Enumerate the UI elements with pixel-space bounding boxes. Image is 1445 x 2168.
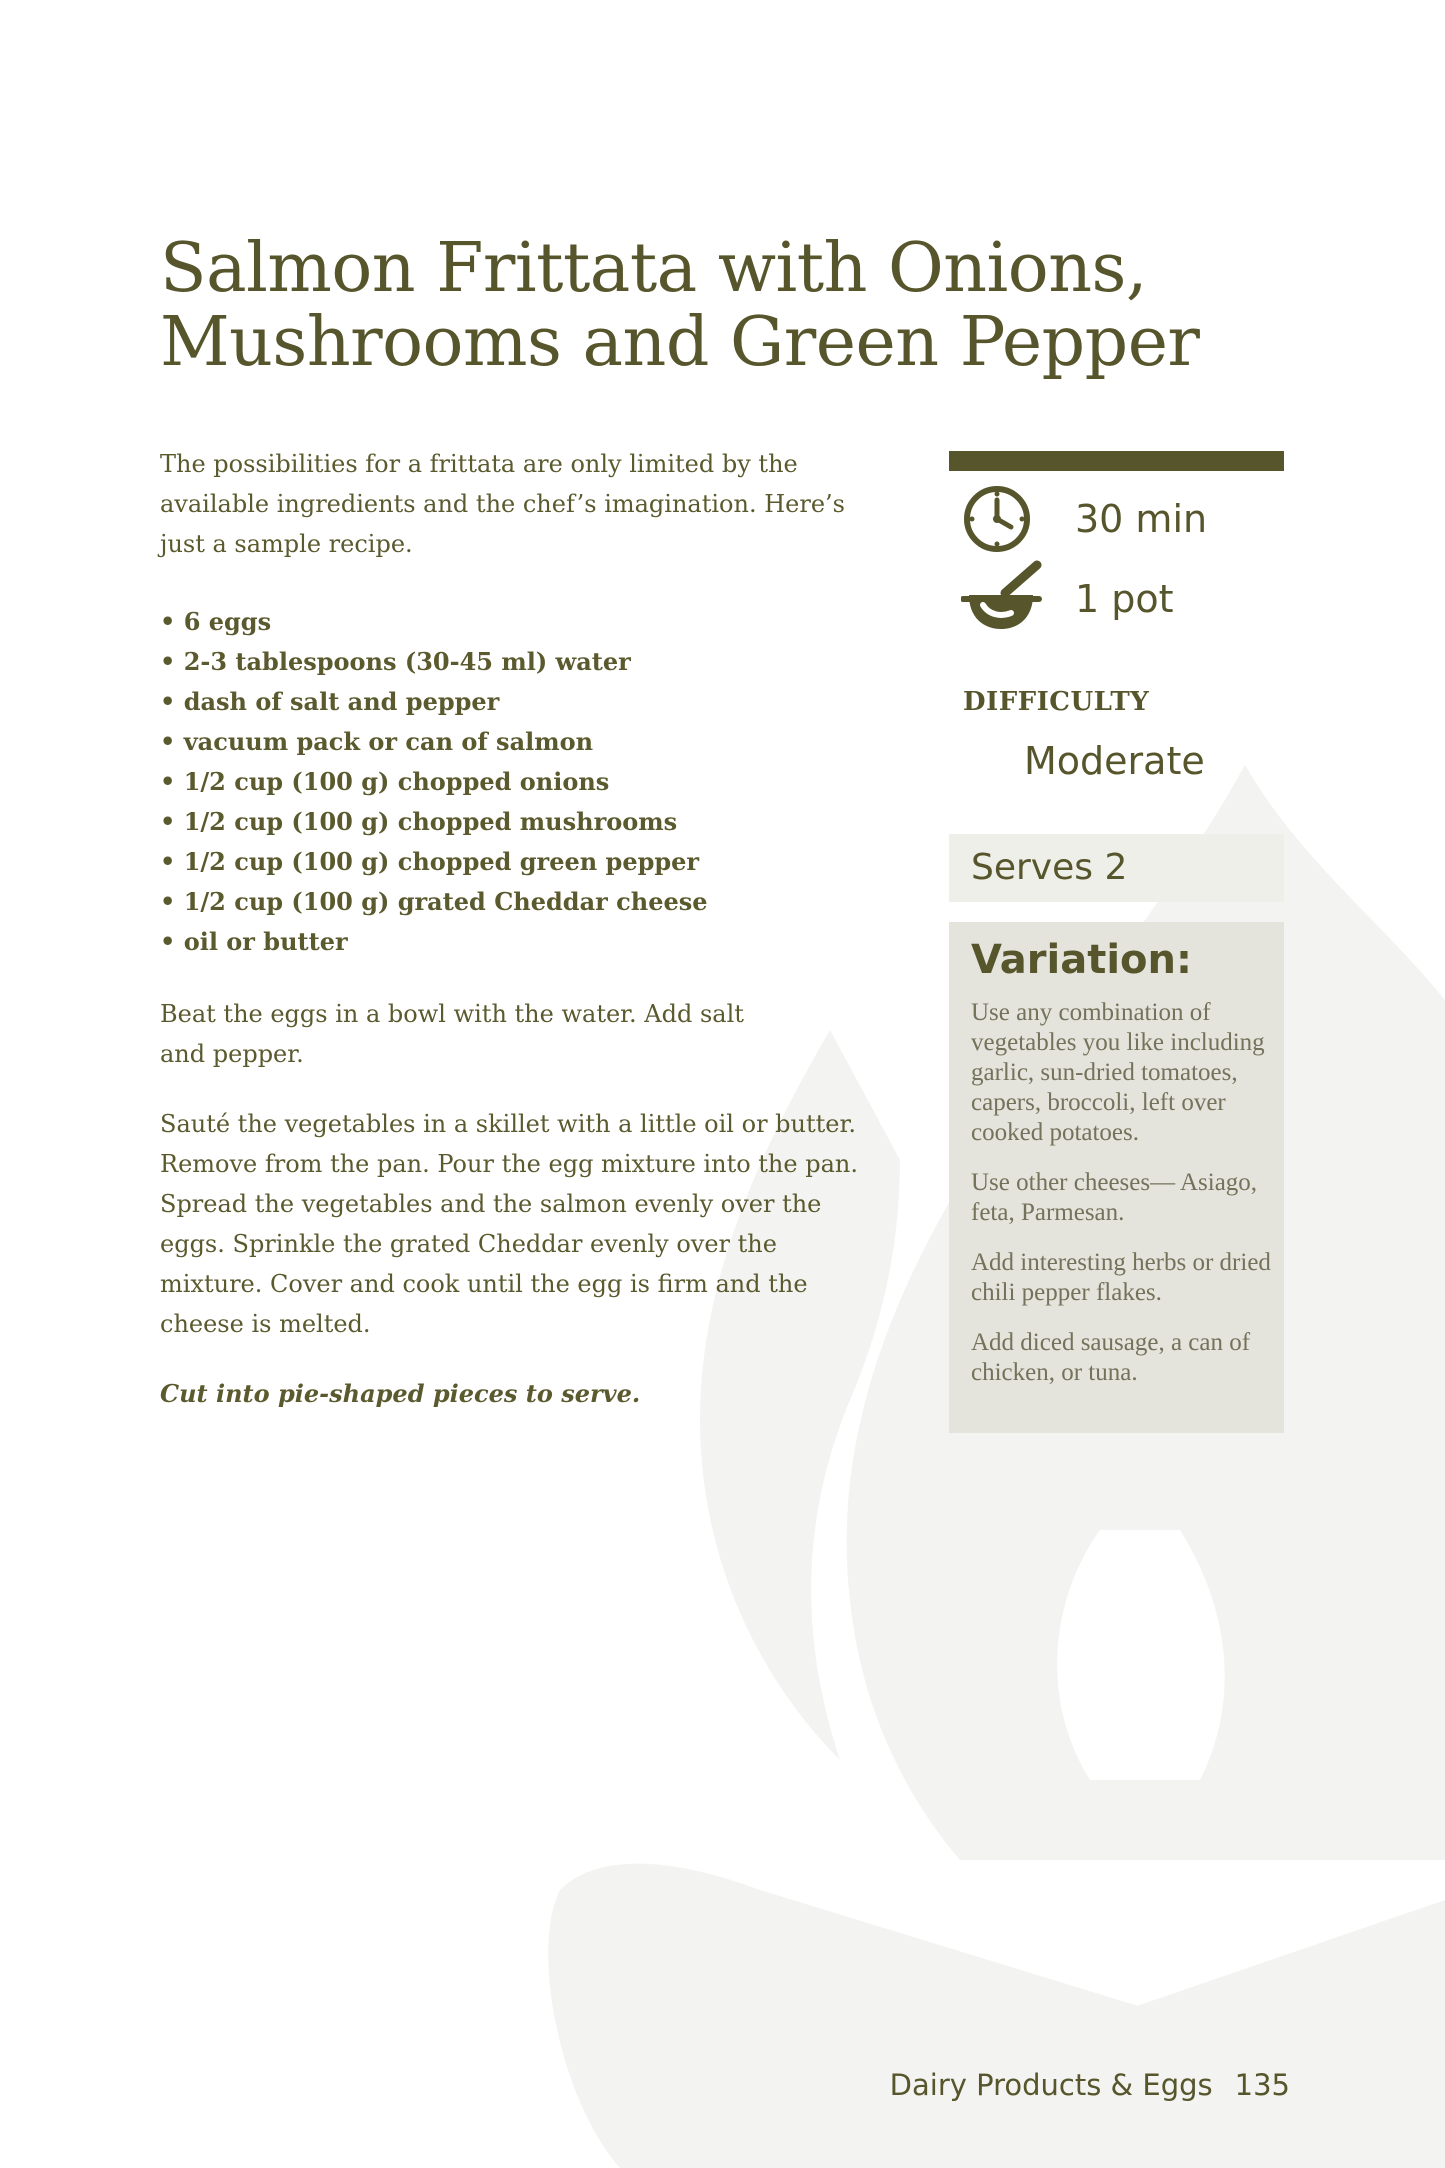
ingredient-item: • vacuum pack or can of salmon xyxy=(160,722,880,762)
variation-item: Add diced sausage, a can of chicken, or tuna. xyxy=(971,1329,1251,1386)
pot-stat xyxy=(961,559,1174,635)
ingredient-item: • 6 eggs xyxy=(160,602,880,642)
ingredient-item: • 2-3 tablespoons (30-45 ml) water xyxy=(160,642,880,682)
ingredient-list xyxy=(160,602,880,962)
time-value: 30 min xyxy=(1075,497,1208,541)
variation-box xyxy=(949,922,1284,1433)
title-line-2: Mushrooms and Green Pepper xyxy=(160,303,1200,382)
recipe-sidebar xyxy=(949,451,1284,1386)
ingredient-item: • 1/2 cup (100 g) chopped mushrooms xyxy=(160,802,880,842)
pot-icon xyxy=(961,559,1045,635)
pot-value: 1 pot xyxy=(1075,577,1174,621)
ingredient-item: • oil or butter xyxy=(160,922,880,962)
clock-icon xyxy=(961,483,1033,555)
title-line-1: Salmon Frittata with Onions, xyxy=(160,229,1148,308)
page-footer xyxy=(890,2068,1290,2102)
serves-box: Serves 2 xyxy=(949,834,1284,902)
time-stat xyxy=(961,483,1208,555)
difficulty-label: DIFFICULTY xyxy=(963,687,1150,717)
instruction-step-1: Beat the eggs in a bowl with the water. Add salt and pepper. xyxy=(160,1000,744,1068)
ingredient-item: • 1/2 cup (100 g) grated Cheddar cheese xyxy=(160,882,880,922)
variation-item: Add interesting herbs or dried chili pepper flakes. xyxy=(971,1249,1271,1306)
page-number: 135 xyxy=(1234,2068,1290,2102)
variation-item: Use any combination of vegetables you like including garlic, sun-dried tomatoes, capers, broccoli, left over cooked potatoes. xyxy=(971,999,1265,1146)
recipe-body xyxy=(160,444,880,1414)
variation-title: Variation: xyxy=(971,937,1192,983)
recipe-intro: The possibilities for a frittata are only limited by the available ingredients and the chef’s imagination. Here’s just a sample recipe. xyxy=(160,450,845,558)
footer-section: Dairy Products & Eggs xyxy=(889,2068,1213,2102)
ingredient-item: • 1/2 cup (100 g) chopped onions xyxy=(160,762,880,802)
instruction-step-2: Sauté the vegetables in a skillet with a little oil or butter. Remove from the pan. Pour the egg mixture into the pan. Spread the vegetables and the salmon evenly over the eggs. Sprinkle the grated Cheddar evenly over the mixture. Cover and cook until the egg is firm and the cheese is melted. xyxy=(160,1110,858,1338)
difficulty-value: Moderate xyxy=(1024,739,1205,783)
recipe-title xyxy=(160,229,1280,382)
variation-item: Use other cheeses— Asiago, feta, Parmesan. xyxy=(971,1169,1258,1226)
ingredient-item: • 1/2 cup (100 g) chopped green pepper xyxy=(160,842,880,882)
ingredient-item: • dash of salt and pepper xyxy=(160,682,880,722)
sidebar-top-bar xyxy=(949,451,1284,471)
serving-note: Cut into pie-shaped pieces to serve. xyxy=(160,1379,641,1408)
